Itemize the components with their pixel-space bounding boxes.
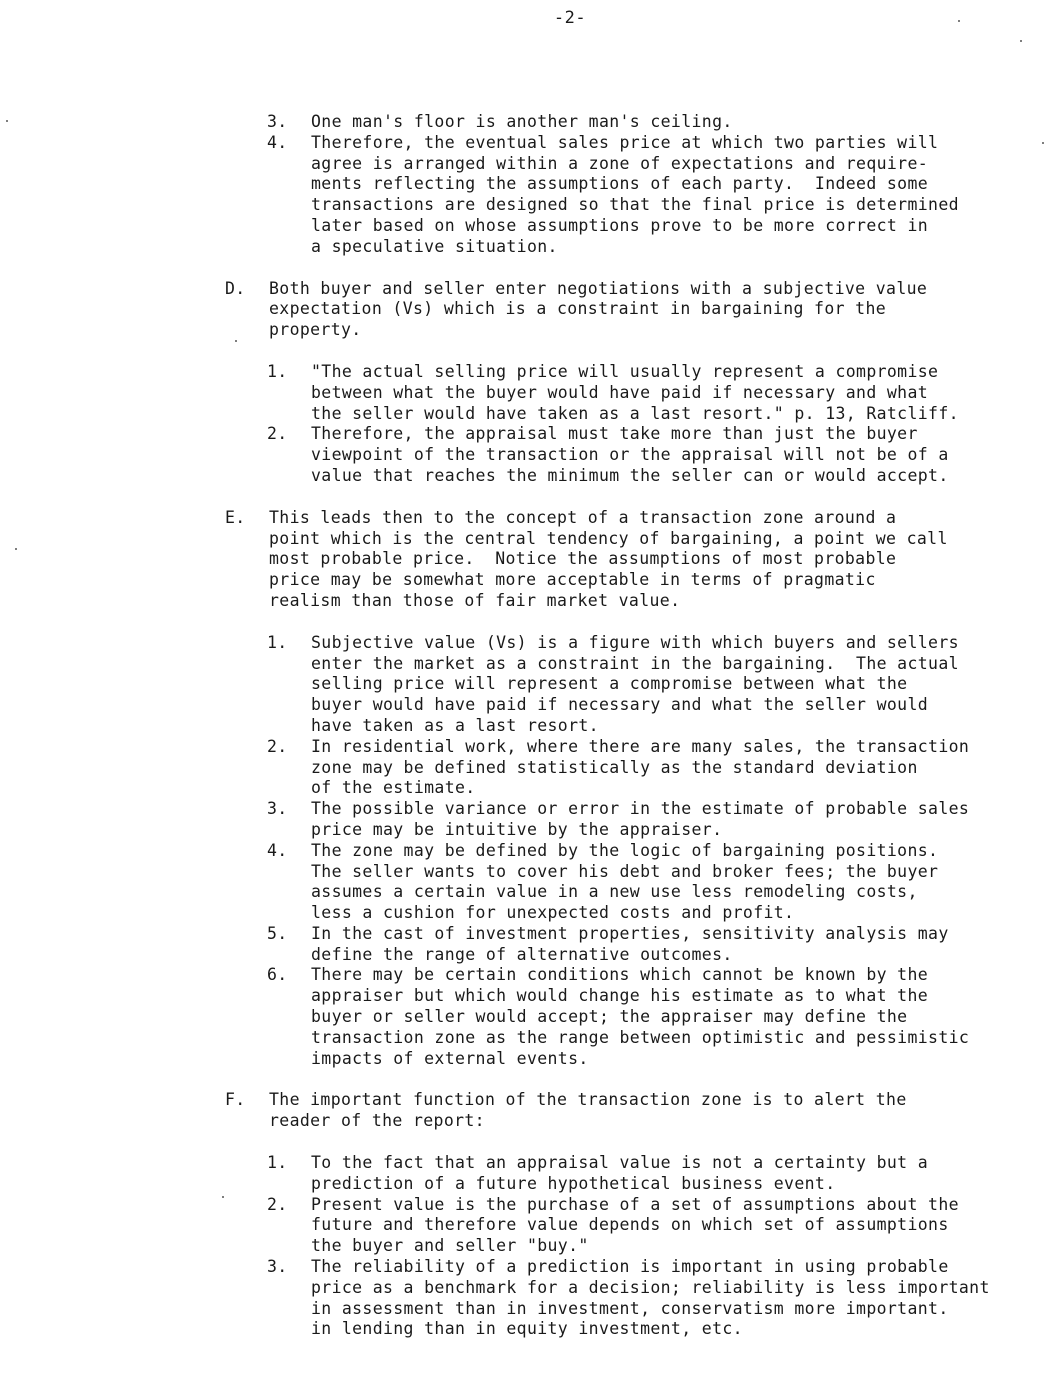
text-line: The important function of the transaction zone is to alert the	[269, 1090, 907, 1110]
text-line: agree is arranged within a zone of expectations and require-	[311, 153, 929, 173]
paragraph-gap	[225, 487, 1035, 508]
list-item	[267, 799, 1035, 841]
list-item	[267, 362, 1035, 424]
list-item-text	[311, 841, 1035, 924]
text-line: have taken as a last resort.	[311, 715, 599, 735]
paragraph-gap	[225, 612, 1035, 633]
text-line: zone may be defined statistically as the standard deviation	[311, 757, 918, 777]
text-line: in lending than in equity investment, etc.	[311, 1319, 743, 1339]
list-item-number: 2.	[267, 1194, 288, 1214]
text-line: transactions are designed so that the final price is determined	[311, 195, 959, 215]
text-line: expectation (Vs) which is a constraint in bargaining for the	[269, 299, 887, 319]
section-marker: E.	[225, 507, 246, 527]
paragraph-gap	[225, 258, 1035, 279]
text-line: point which is the central tendency of bargaining, a point we call	[269, 528, 948, 548]
list-item	[267, 1257, 1035, 1340]
text-line: Subjective value (Vs) is a figure with which buyers and sellers	[311, 632, 959, 652]
section-heading	[225, 279, 1035, 341]
text-line: "The actual selling price will usually represent a compromise	[311, 361, 939, 381]
text-line: The reliability of a prediction is important in using probable	[311, 1257, 949, 1277]
text-line: This leads then to the concept of a transaction zone around a	[269, 507, 897, 527]
numbered-list	[225, 362, 1035, 487]
text-line: the seller would have taken as a last resort." p. 13, Ratcliff.	[311, 403, 959, 423]
text-line: realism than those of fair market value.	[269, 590, 681, 610]
text-line: less a cushion for unexpected costs and profit.	[311, 903, 795, 923]
text-line: assumes a certain value in a new use less remodeling costs,	[311, 882, 918, 902]
text-line: most probable price. Notice the assumptions of most probable	[269, 549, 897, 569]
text-line: One man's floor is another man's ceiling.	[311, 112, 733, 131]
list-item-text	[311, 633, 1035, 737]
text-line: define the range of alternative outcomes.	[311, 944, 733, 964]
scan-speck	[222, 1196, 224, 1198]
text-line: in assessment than in investment, conservatism more important.	[311, 1298, 949, 1318]
text-line: The seller wants to cover his debt and broker fees; the buyer	[311, 861, 939, 881]
scan-speck	[1042, 142, 1044, 144]
paragraph-gap	[225, 1069, 1035, 1090]
list-item-number: 4.	[267, 840, 288, 860]
numbered-list	[225, 1153, 1035, 1340]
scan-speck	[1020, 40, 1022, 42]
list-item-number: 3.	[267, 112, 288, 131]
scan-speck	[15, 548, 17, 550]
list-item	[267, 965, 1035, 1069]
list-item-text	[311, 799, 1035, 841]
text-line: viewpoint of the transaction or the appraisal will not be of a	[311, 445, 949, 465]
list-item-text	[311, 965, 1035, 1069]
paragraph-gap	[225, 341, 1035, 362]
text-line: price may be somewhat more acceptable in terms of pragmatic	[269, 570, 876, 590]
text-line: future and therefore value depends on which set of assumptions	[311, 1215, 949, 1235]
text-line: In residential work, where there are many sales, the transaction	[311, 736, 970, 756]
list-item-text	[311, 1257, 1035, 1340]
list-item-number: 5.	[267, 923, 288, 943]
list-item-text	[311, 1195, 1035, 1257]
text-line: The possible variance or error in the estimate of probable sales	[311, 799, 970, 819]
section-text	[269, 508, 1035, 612]
list-item	[267, 424, 1035, 486]
list-item-number: 1.	[267, 1153, 288, 1173]
text-line: selling price will represent a compromise between what the	[311, 674, 908, 694]
document-body	[225, 112, 1035, 1340]
text-line: a speculative situation.	[311, 236, 558, 256]
text-line: buyer or seller would accept; the appraiser may define the	[311, 1007, 908, 1027]
text-line: Present value is the purchase of a set of assumptions about the	[311, 1194, 959, 1214]
text-line: buyer would have paid if necessary and what the seller would	[311, 695, 929, 715]
list-item-number: 6.	[267, 965, 288, 985]
numbered-list	[225, 112, 1035, 258]
text-line: price may be intuitive by the appraiser.	[311, 819, 723, 839]
list-item-text	[311, 424, 1035, 486]
section-heading	[225, 1090, 1035, 1132]
list-item-number: 2.	[267, 736, 288, 756]
text-line: of the estimate.	[311, 778, 476, 798]
section-text	[269, 1090, 1035, 1132]
text-line: transaction zone as the range between optimistic and pessimistic	[311, 1027, 970, 1047]
text-line: appraiser but which would change his estimate as to what the	[311, 986, 929, 1006]
text-line: between what the buyer would have paid if necessary and what	[311, 382, 929, 402]
section-marker: D.	[225, 278, 246, 298]
list-item-text	[311, 737, 1035, 799]
list-item-number: 2.	[267, 424, 288, 444]
text-line: The zone may be defined by the logic of bargaining positions.	[311, 840, 939, 860]
text-line: enter the market as a constraint in the bargaining. The actual	[311, 653, 959, 673]
text-line: In the cast of investment properties, sensitivity analysis may	[311, 923, 949, 943]
list-item	[267, 112, 1035, 133]
list-item-text	[311, 112, 1035, 133]
text-line: There may be certain conditions which cannot be known by the	[311, 965, 929, 985]
paragraph-gap	[225, 1132, 1035, 1153]
section-heading	[225, 508, 1035, 612]
section-text	[269, 279, 1035, 341]
list-item	[267, 841, 1035, 924]
text-line: Therefore, the appraisal must take more than just the buyer	[311, 424, 918, 444]
page-number: -2-	[553, 8, 587, 28]
list-item-number: 1.	[267, 632, 288, 652]
list-item-text	[311, 924, 1035, 966]
text-line: later based on whose assumptions prove to be more correct in	[311, 215, 929, 235]
scan-speck	[958, 20, 960, 22]
text-line: value that reaches the minimum the seller can or would accept.	[311, 465, 949, 485]
list-item-number: 3.	[267, 1257, 288, 1277]
numbered-list	[225, 633, 1035, 1070]
list-item	[267, 1195, 1035, 1257]
list-item-text	[311, 133, 1035, 258]
text-line: prediction of a future hypothetical business event.	[311, 1173, 836, 1193]
list-item	[267, 133, 1035, 258]
text-line: price as a benchmark for a decision; reliability is less important	[311, 1277, 990, 1297]
text-line: the buyer and seller "buy."	[311, 1236, 589, 1256]
list-item-text	[311, 1153, 1035, 1195]
text-line: To the fact that an appraisal value is not a certainty but a	[311, 1153, 929, 1173]
list-item	[267, 1153, 1035, 1195]
list-item-text	[311, 362, 1035, 424]
list-item-number: 4.	[267, 132, 288, 152]
list-item-number: 1.	[267, 361, 288, 381]
section-marker: F.	[225, 1090, 246, 1110]
text-line: property.	[269, 320, 362, 340]
list-item	[267, 737, 1035, 799]
list-item	[267, 633, 1035, 737]
list-item	[267, 924, 1035, 966]
text-line: reader of the report:	[269, 1111, 485, 1131]
text-line: impacts of external events.	[311, 1048, 589, 1068]
text-line: Therefore, the eventual sales price at which two parties will	[311, 132, 939, 152]
list-item-number: 3.	[267, 799, 288, 819]
text-line: Both buyer and seller enter negotiations with a subjective value	[269, 278, 928, 298]
text-line: ments reflecting the assumptions of each party. Indeed some	[311, 174, 929, 194]
scan-speck	[6, 120, 8, 122]
